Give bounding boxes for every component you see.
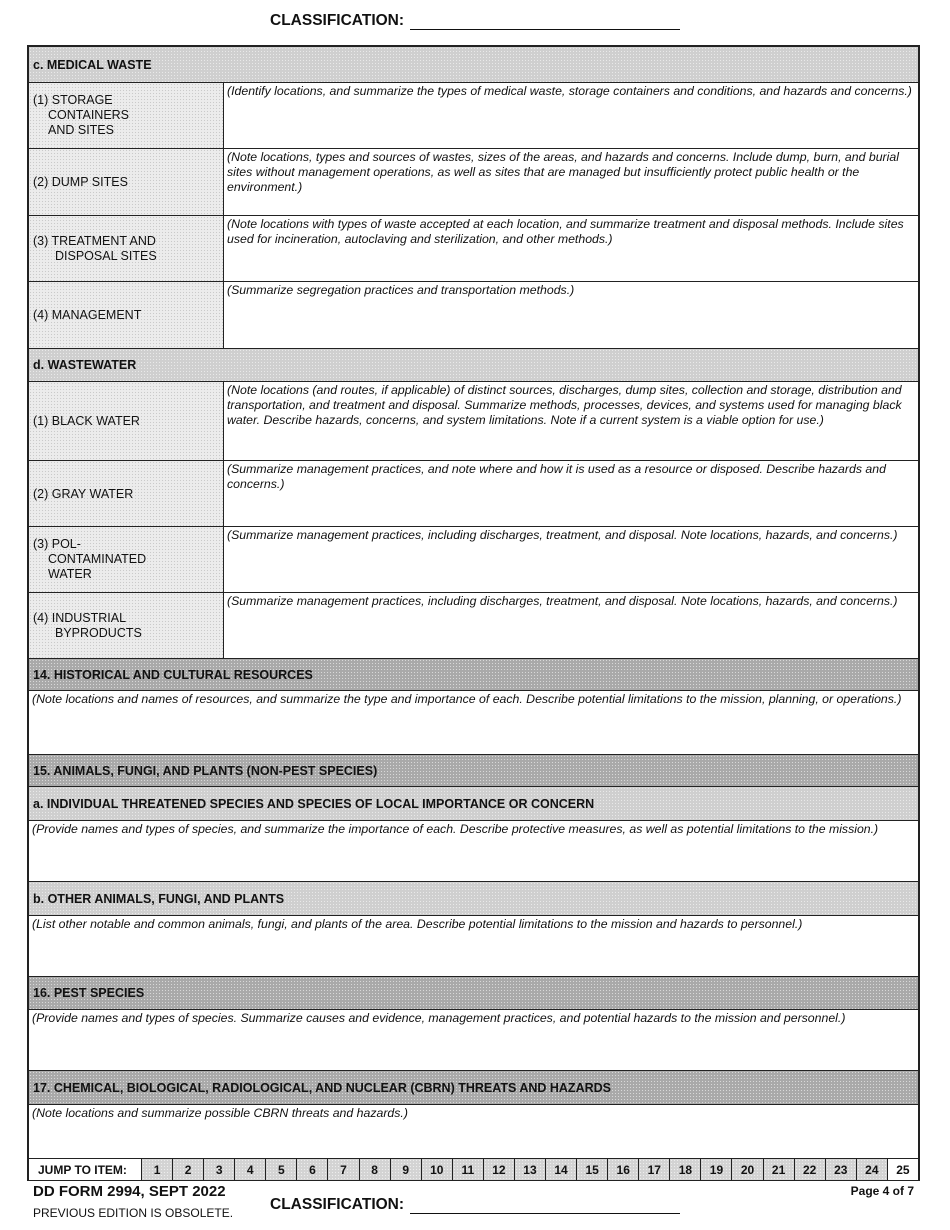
storage-field[interactable]: (Identify locations, and summarize the types of medical waste, storage containers and conditions, and hazards and concerns.) bbox=[227, 84, 912, 98]
black-water-field[interactable]: (Note locations (and routes, if applicable) of distinct sources, discharges, dump sites, collection and storage, distribution and transportation, and treatment and disposal. Summarize methods, processes, devices, and systems used for managing black water. Describe hazards, concerns, and system limitations. Note if a current system is a viable option for use.) bbox=[227, 383, 902, 427]
medical-waste-header: c. MEDICAL WASTE bbox=[29, 47, 918, 83]
jump-button-24[interactable]: 24 bbox=[856, 1159, 887, 1180]
pol-water-label: (3) POL- CONTAMINATED WATER bbox=[29, 527, 224, 592]
jump-button-13[interactable]: 13 bbox=[514, 1159, 545, 1180]
management-label: (4) MANAGEMENT bbox=[29, 282, 224, 348]
industrial-row bbox=[29, 593, 918, 659]
jump-button-11[interactable]: 11 bbox=[452, 1159, 483, 1180]
management-field[interactable]: (Summarize segregation practices and transportation methods.) bbox=[227, 283, 575, 297]
classification-field[interactable] bbox=[410, 15, 680, 30]
gray-water-label: (2) GRAY WATER bbox=[29, 461, 224, 526]
jump-button-25[interactable]: 25 bbox=[887, 1159, 918, 1180]
historical-header: 14. HISTORICAL AND CULTURAL RESOURCES bbox=[29, 659, 918, 691]
cbrn-field[interactable]: (Note locations and summarize possible CBRN threats and hazards.) bbox=[32, 1106, 408, 1120]
jump-button-3[interactable]: 3 bbox=[203, 1159, 234, 1180]
classification-label: CLASSIFICATION: bbox=[270, 12, 405, 29]
jump-button-2[interactable]: 2 bbox=[172, 1159, 203, 1180]
industrial-label: (4) INDUSTRIAL BYPRODUCTS bbox=[29, 593, 224, 658]
jump-button-19[interactable]: 19 bbox=[700, 1159, 731, 1180]
pol-water-row bbox=[29, 527, 918, 593]
pol-water-field[interactable]: (Summarize management practices, including discharges, treatment, and disposal. Note locations, hazards, and concerns.) bbox=[227, 528, 898, 542]
jump-button-8[interactable]: 8 bbox=[359, 1159, 390, 1180]
treatment-label: (3) TREATMENT AND DISPOSAL SITES bbox=[29, 216, 224, 281]
jump-button-22[interactable]: 22 bbox=[794, 1159, 825, 1180]
classification-label-bottom: CLASSIFICATION: bbox=[270, 1196, 405, 1213]
classification-field-bottom[interactable] bbox=[410, 1199, 680, 1214]
pest-species-header: 16. PEST SPECIES bbox=[29, 977, 918, 1010]
wastewater-header: d. WASTEWATER bbox=[29, 349, 918, 382]
industrial-field[interactable]: (Summarize management practices, including discharges, treatment, and disposal. Note locations, hazards, and concerns.) bbox=[227, 594, 898, 608]
gray-water-field[interactable]: (Summarize management practices, and note where and how it is used as a resource or disposed. Describe hazards and concerns.) bbox=[227, 462, 886, 491]
storage-row bbox=[29, 83, 918, 149]
classification-bottom bbox=[270, 1196, 680, 1214]
jump-label: JUMP TO ITEM: bbox=[38, 1162, 127, 1177]
jump-to-item-bar bbox=[29, 1159, 918, 1181]
jump-button-6[interactable]: 6 bbox=[296, 1159, 327, 1180]
other-species-row bbox=[29, 916, 918, 977]
storage-label: (1) STORAGE CONTAINERS AND SITES bbox=[29, 83, 224, 148]
jump-button-4[interactable]: 4 bbox=[234, 1159, 265, 1180]
management-row bbox=[29, 282, 918, 349]
jump-button-18[interactable]: 18 bbox=[669, 1159, 700, 1180]
jump-button-20[interactable]: 20 bbox=[731, 1159, 762, 1180]
historical-field[interactable]: (Note locations and names of resources, and summarize the type and importance of each. Describe potential limitations to the mission, planning, or operations.) bbox=[32, 692, 902, 706]
other-species-field[interactable]: (List other notable and common animals, fungi, and plants of the area. Describe potential limitations to the mission and hazards to personnel.) bbox=[32, 917, 803, 931]
jump-button-23[interactable]: 23 bbox=[825, 1159, 856, 1180]
jump-button-9[interactable]: 9 bbox=[390, 1159, 421, 1180]
other-species-header: b. OTHER ANIMALS, FUNGI, AND PLANTS bbox=[29, 882, 918, 916]
pest-species-row bbox=[29, 1010, 918, 1071]
cbrn-header: 17. CHEMICAL, BIOLOGICAL, RADIOLOGICAL, AND NUCLEAR (CBRN) THREATS AND HAZARDS bbox=[29, 1071, 918, 1105]
jump-button-7[interactable]: 7 bbox=[327, 1159, 358, 1180]
jump-button-15[interactable]: 15 bbox=[576, 1159, 607, 1180]
page-number: Page 4 of 7 bbox=[850, 1184, 914, 1198]
gray-water-row bbox=[29, 461, 918, 527]
jump-button-16[interactable]: 16 bbox=[607, 1159, 638, 1180]
jump-button-1[interactable]: 1 bbox=[141, 1159, 172, 1180]
form-page bbox=[27, 45, 920, 1181]
dump-sites-row bbox=[29, 149, 918, 216]
jump-button-17[interactable]: 17 bbox=[638, 1159, 669, 1180]
threatened-species-field[interactable]: (Provide names and types of species, and summarize the importance of each. Describe protective measures, as well as potential limitations to the mission.) bbox=[32, 822, 879, 836]
previous-edition-note: PREVIOUS EDITION IS OBSOLETE. bbox=[33, 1206, 234, 1220]
dump-sites-label: (2) DUMP SITES bbox=[29, 149, 224, 215]
black-water-row bbox=[29, 382, 918, 461]
threatened-species-header: a. INDIVIDUAL THREATENED SPECIES AND SPECIES OF LOCAL IMPORTANCE OR CONCERN bbox=[29, 787, 918, 821]
pest-species-field[interactable]: (Provide names and types of species. Summarize causes and evidence, management practices, and potential hazards to the mission and personnel.) bbox=[32, 1011, 846, 1025]
form-number: DD FORM 2994, SEPT 2022 bbox=[33, 1183, 226, 1200]
cbrn-row bbox=[29, 1105, 918, 1159]
animals-header: 15. ANIMALS, FUNGI, AND PLANTS (NON-PEST SPECIES) bbox=[29, 755, 918, 787]
threatened-species-row bbox=[29, 821, 918, 882]
classification-top bbox=[270, 12, 680, 30]
treatment-row bbox=[29, 216, 918, 282]
jump-button-12[interactable]: 12 bbox=[483, 1159, 514, 1180]
historical-row bbox=[29, 691, 918, 755]
black-water-label: (1) BLACK WATER bbox=[29, 382, 224, 460]
dump-sites-field[interactable]: (Note locations, types and sources of wastes, sizes of the areas, and hazards and concerns. Include dump, burn, and burial sites without management operations, as well as sites that are managed but insufficiently protect public health or the environment.) bbox=[227, 150, 899, 194]
jump-button-21[interactable]: 21 bbox=[763, 1159, 794, 1180]
jump-button-5[interactable]: 5 bbox=[265, 1159, 296, 1180]
jump-button-10[interactable]: 10 bbox=[421, 1159, 452, 1180]
jump-button-14[interactable]: 14 bbox=[545, 1159, 576, 1180]
treatment-field[interactable]: (Note locations with types of waste accepted at each location, and summarize treatment and disposal methods. Include sites used for incineration, autoclaving and sterilization, and other methods.) bbox=[227, 217, 904, 246]
